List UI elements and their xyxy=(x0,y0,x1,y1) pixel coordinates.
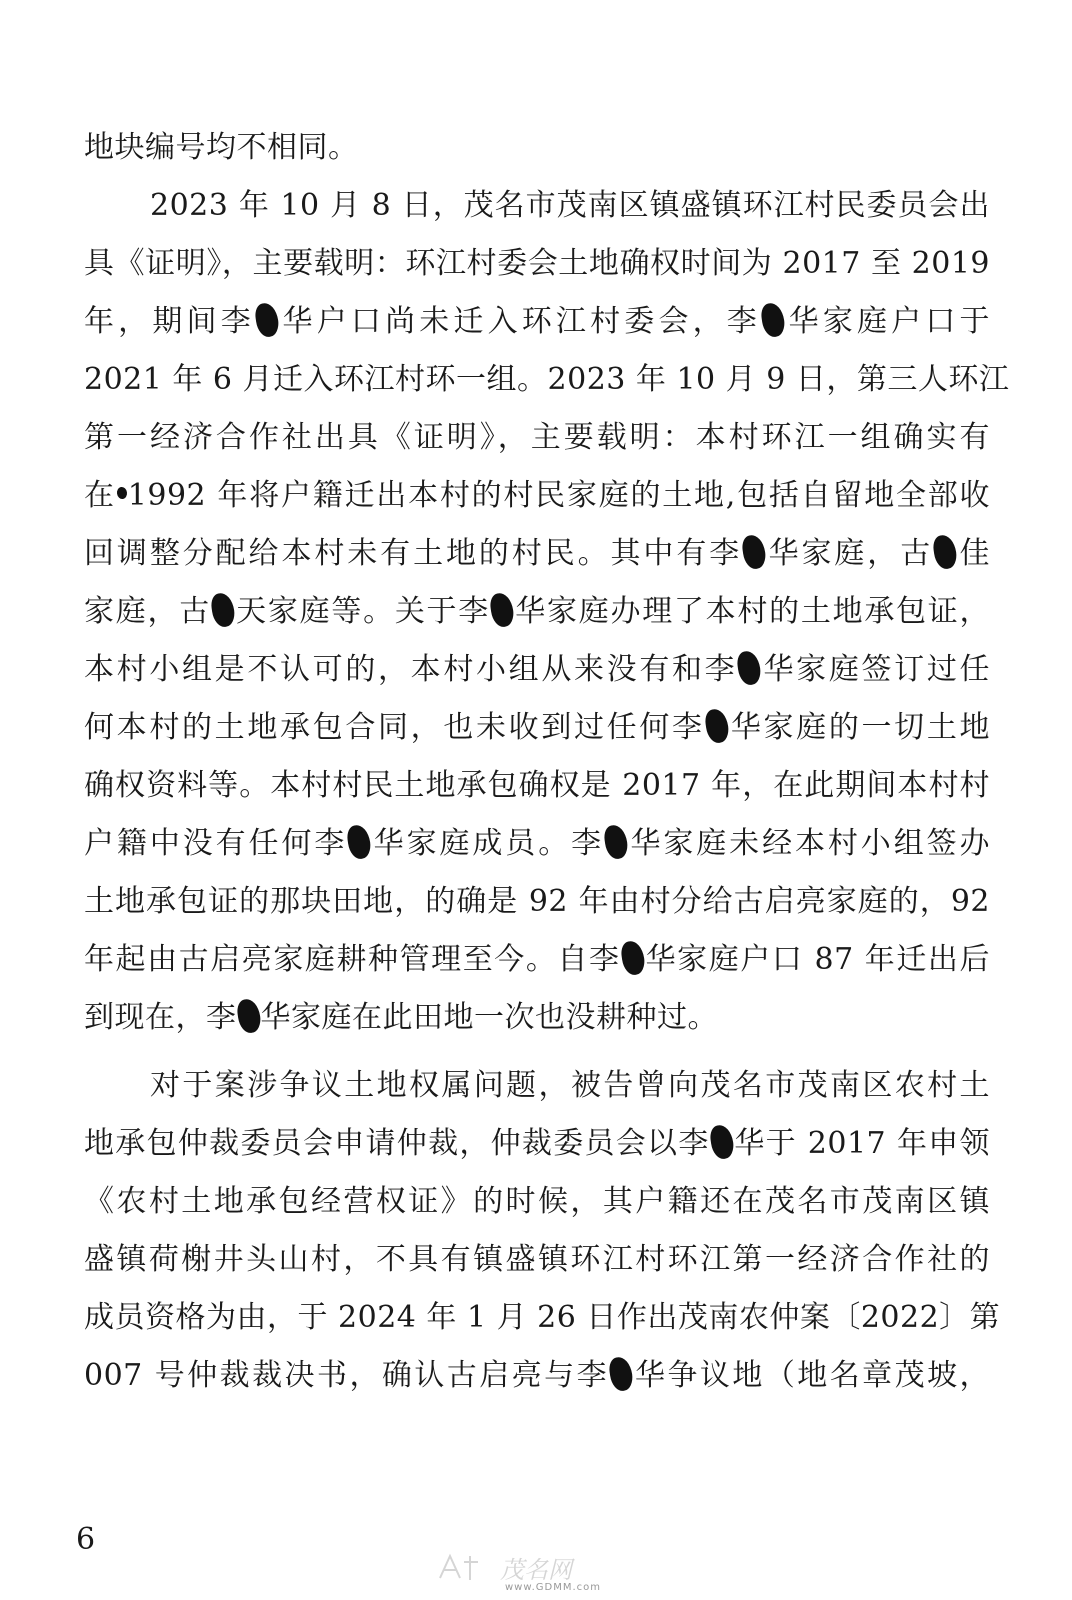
redaction-mark xyxy=(346,824,373,861)
watermark-url: www.GDMM.com xyxy=(505,1582,602,1593)
text-line: 《农村土地承包经营权证》的时候，其户籍还在茂名市茂南区镇 xyxy=(84,1184,990,1219)
page-number: 6 xyxy=(76,1522,96,1557)
text-line: 地块编号均不相同。 xyxy=(84,130,359,165)
text-line: 在 1992 年将户籍迁出本村的村民家庭的土地,包括自留地全部收 xyxy=(84,478,991,513)
text-line: 确权资料等。本村村民土地承包确权是 2017 年，在此期间本村村 xyxy=(84,768,990,803)
redaction-mark xyxy=(116,486,128,499)
redaction-mark xyxy=(210,592,237,629)
text-line: 年，期间李 华户口尚未迁入环江村委会，李 华家庭户口于 xyxy=(84,302,990,342)
text-line: 第一经济合作社出具《证明》，主要载明：本村环江一组确实有 xyxy=(84,420,990,455)
redaction-mark xyxy=(760,302,787,339)
text-line: 年起由古启亮家庭耕种管理至今。自李 华家庭户口 87 年迁出后 xyxy=(84,940,990,980)
text-line: 2023 年 10 月 8 日，茂名市茂南区镇盛镇环江村民委员会出 xyxy=(150,188,990,223)
text-line: 对于案涉争议土地权属问题，被告曾向茂名市茂南区农村土 xyxy=(150,1068,990,1103)
text-line: 何本村的土地承包合同，也未收到过任何李 华家庭的一切土地 xyxy=(84,708,990,748)
watermark-text: 茂名网 xyxy=(500,1556,572,1584)
redaction-mark xyxy=(932,534,959,571)
text-line: 2021 年 6 月迁入环江村环一组。2023 年 10 月 9 日，第三人环江 xyxy=(84,362,1010,397)
text-line: 盛镇荷榭井头山村，不具有镇盛镇环江村环江第一经济合作社的 xyxy=(84,1242,990,1277)
text-line: 具《证明》，主要载明：环江村委会土地确权时间为 2017 至 2019 xyxy=(84,246,990,281)
redaction-mark xyxy=(489,592,516,629)
redaction-mark xyxy=(708,1124,735,1161)
redaction-mark xyxy=(619,940,646,977)
text-line: 到现在，李 华家庭在此田地一次也没耕种过。 xyxy=(84,998,990,1038)
redaction-mark xyxy=(254,302,281,339)
text-line: 地承包仲裁委员会申请仲裁，仲裁委员会以李 华于 2017 年申领 xyxy=(84,1124,990,1164)
text-line: 户籍中没有任何李 华家庭成员。李 华家庭未经本村小组签办 xyxy=(84,824,990,864)
text-line: 家庭，古 天家庭等。关于李 华家庭办理了本村的土地承包证， xyxy=(84,592,990,632)
redaction-mark xyxy=(703,708,730,745)
redaction-mark xyxy=(741,534,768,571)
redaction-mark xyxy=(235,998,262,1035)
text-line: 本村小组是不认可的，本村小组从来没有和李 华家庭签订过任 xyxy=(84,650,990,690)
text-line: 007 号仲裁裁决书，确认古启亮与李 华争议地（地名章茂坡， xyxy=(84,1356,990,1396)
redaction-mark xyxy=(603,824,630,861)
redaction-mark xyxy=(608,1356,635,1393)
redaction-mark xyxy=(736,650,763,687)
text-line: 成员资格为由，于 2024 年 1 月 26 日作出茂南农仲案〔2022〕第 xyxy=(84,1300,1001,1335)
text-line: 回调整分配给本村未有土地的村民。其中有李 华家庭，古 佳 xyxy=(84,534,990,574)
text-line: 土地承包证的那块田地，的确是 92 年由村分给古启亮家庭的，92 xyxy=(84,884,990,919)
